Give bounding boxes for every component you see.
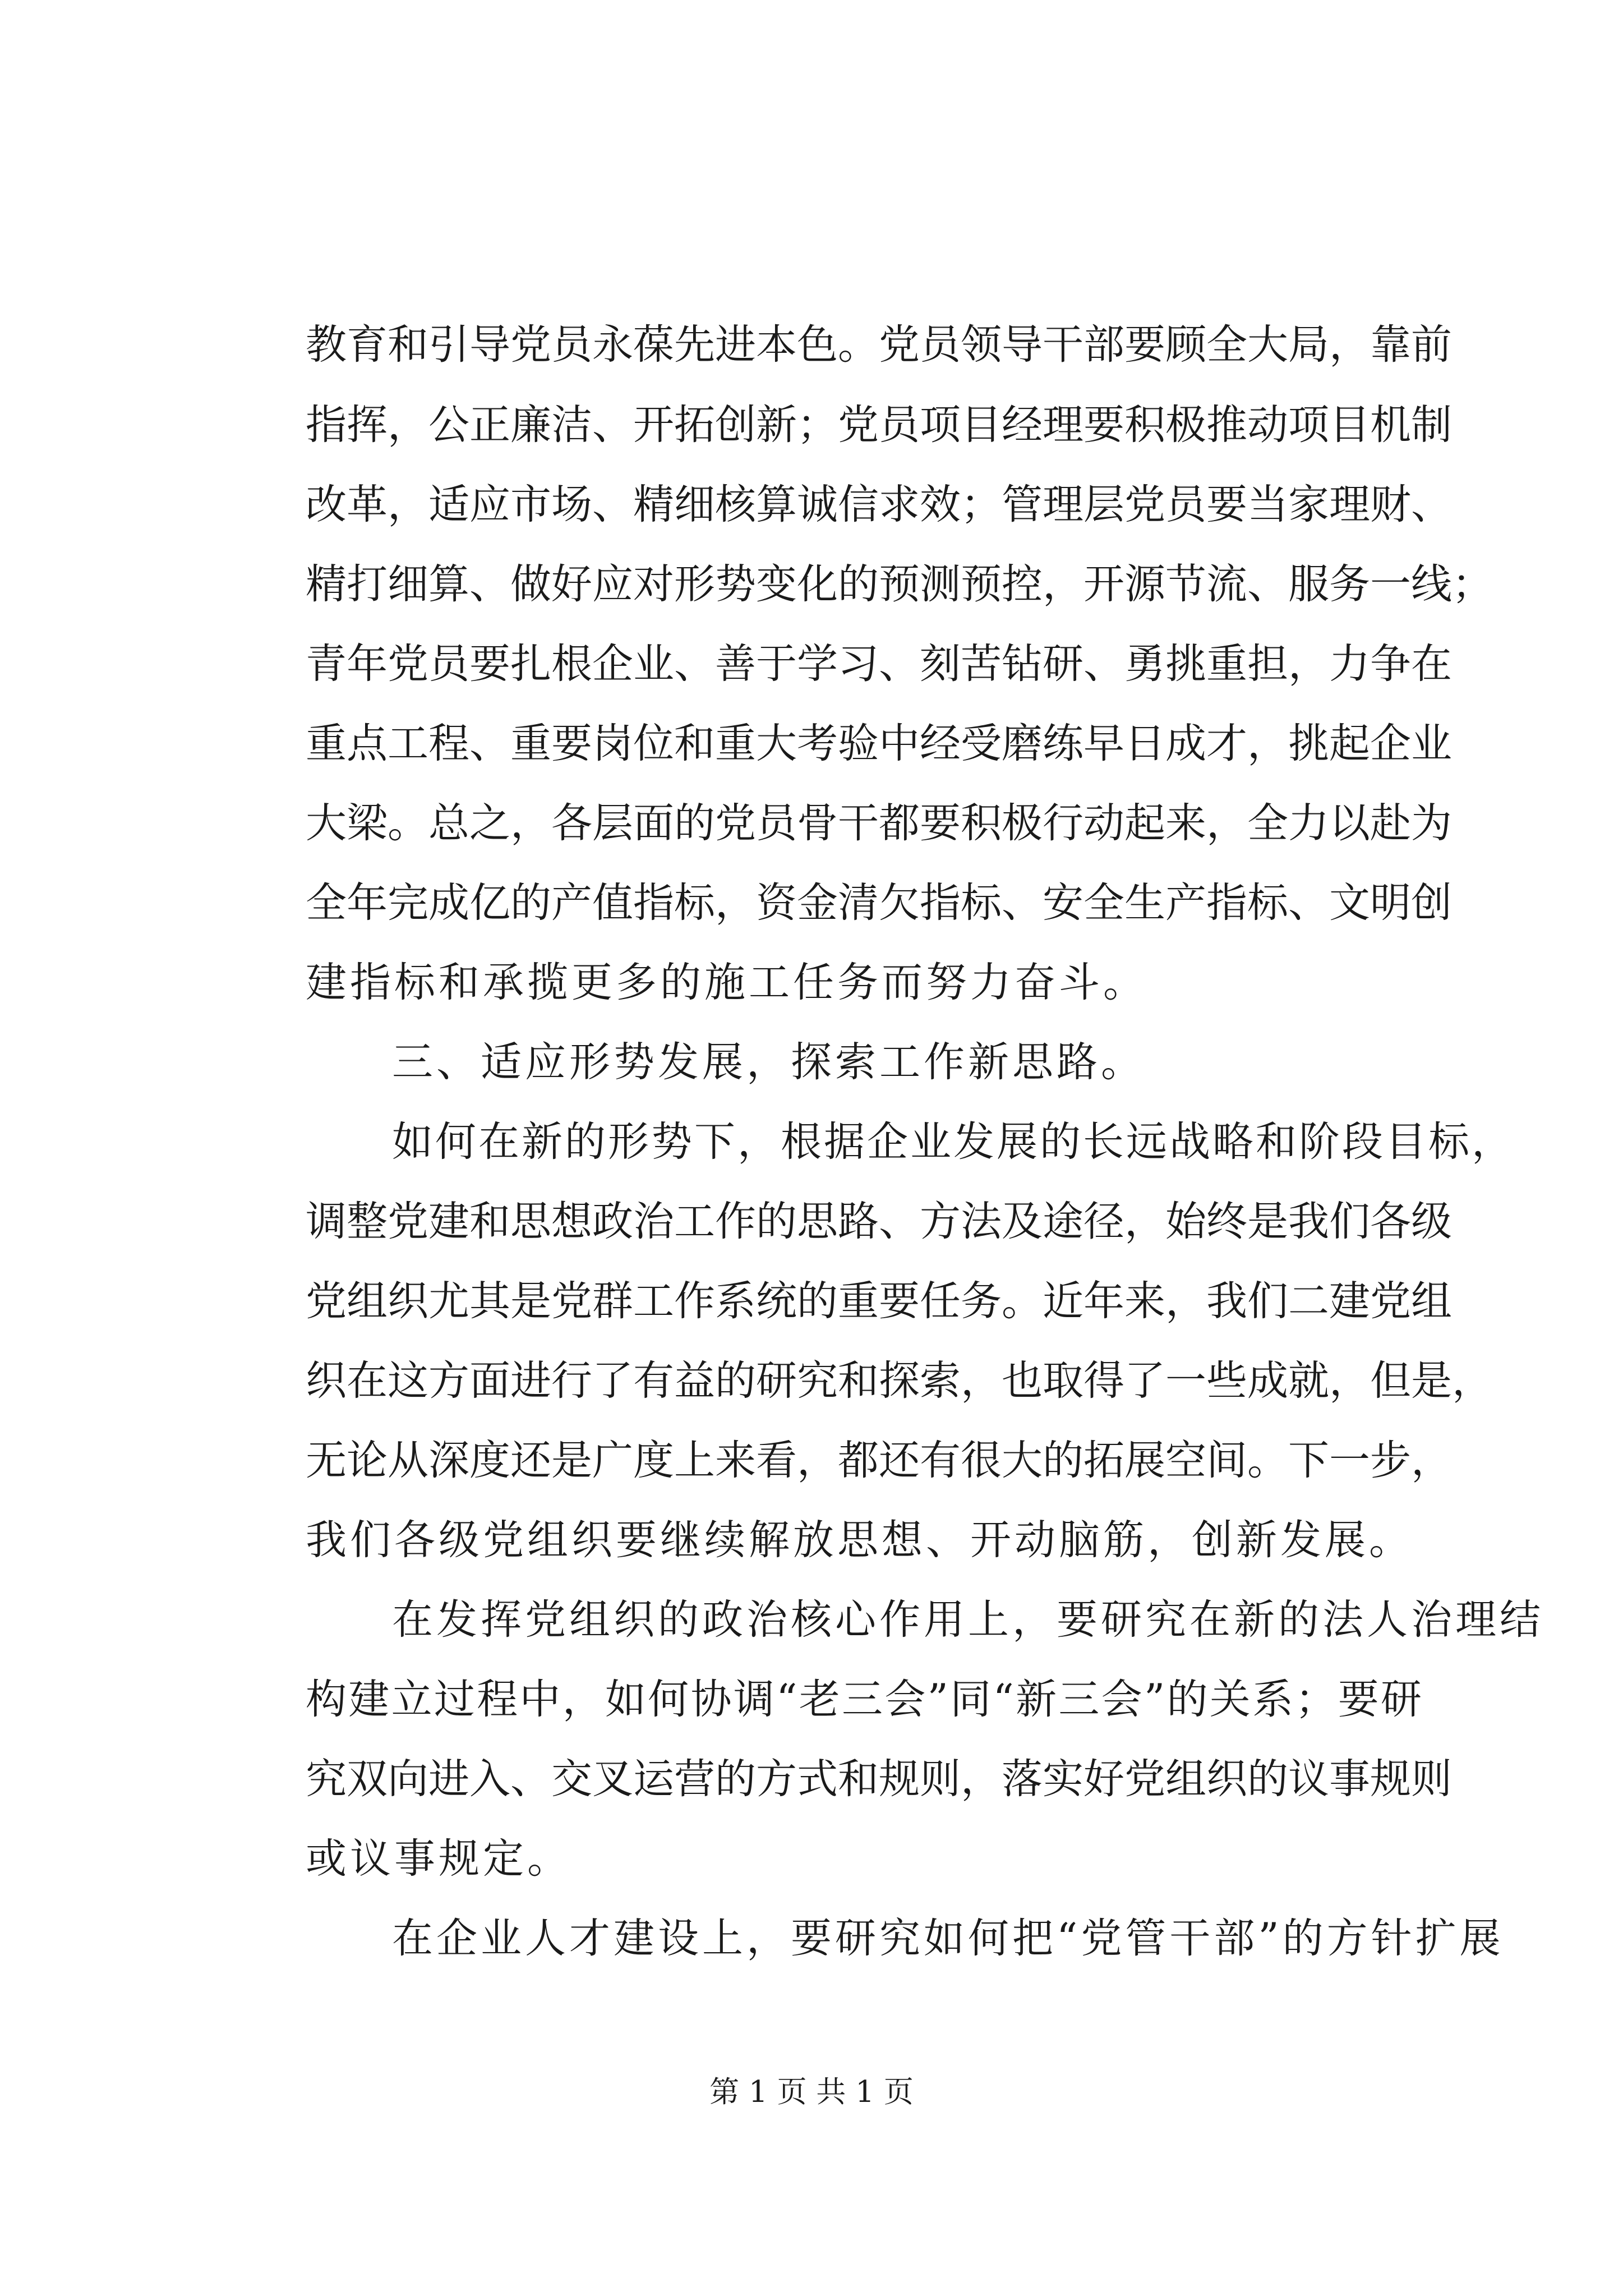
paragraph-line: 织在这方面进行了有益的研究和探索，也取得了一些成就，但是， [306,1357,1493,1405]
paragraph-line: 无论从深度还是广度上来看，都还有很大的拓展空间。下一步， [306,1437,1452,1484]
section-heading [306,1020,1422,1105]
paragraph-line-text: 在发挥党组织的政治核心作用上，要研究在新的法人治理结 [392,1596,1544,1644]
paragraph-line [306,1897,1504,1981]
page-footer: 第 1 页 共 1 页 [709,2075,914,2109]
paragraph-line: 教育和引导党员永葆先进本色。党员领导干部要顾全大局，靠前 [306,321,1452,369]
paragraph-line-text: 如何在新的形势下，根据企业发展的长远战略和阶段目标， [392,1118,1515,1166]
section-heading-text: 三、适应形势发展，探索工作新思路。 [392,1038,1145,1086]
paragraph-line: 大梁。总之，各层面的党员骨干都要积极行动起来，全力以赴为 [306,799,1452,847]
paragraph-line [306,1578,1544,1662]
paragraph-line: 我们各级党组织要继续解放思想、开动脑筋，创新发展。 [306,1516,1413,1564]
paragraph-line: 调整党建和思想政治工作的思路、方法及途径，始终是我们各级 [306,1198,1452,1245]
paragraph-line: 或议事规定。 [306,1835,571,1883]
paragraph-line: 究双向进入、交叉运营的方式和规则，落实好党组织的议事规则 [306,1755,1452,1803]
paragraph-line [306,1100,1515,1184]
paragraph-line: 全年完成亿的产值指标，资金清欠指标、安全生产指标、文明创 [306,879,1452,927]
paragraph-line: 青年党员要扎根企业、善于学习、刻苦钻研、勇挑重担，力争在 [306,640,1452,688]
paragraph-line-text: 在企业人才建设上，要研究如何把“党管干部”的方针扩展 [392,1915,1504,1962]
paragraph-line: 党组织尤其是党群工作系统的重要任务。近年来，我们二建党组 [306,1277,1452,1325]
paragraph-line: 构建立过程中，如何协调“老三会”同“新三会”的关系；要研 [306,1676,1422,1723]
paragraph-line: 建指标和承揽更多的施工任务而努力奋斗。 [306,959,1147,1006]
paragraph-line: 改革，适应市场、精细核算诚信求效；管理层党员要当家理财、 [306,481,1452,528]
paragraph-line: 指挥，公正廉洁、开拓创新；党员项目经理要积极推动项目机制 [306,401,1452,449]
paragraph-line: 重点工程、重要岗位和重大考验中经受磨练早日成才，挑起企业 [306,720,1452,767]
paragraph-line: 精打细算、做好应对形势变化的预测预控，开源节流、服务一线； [306,560,1493,608]
